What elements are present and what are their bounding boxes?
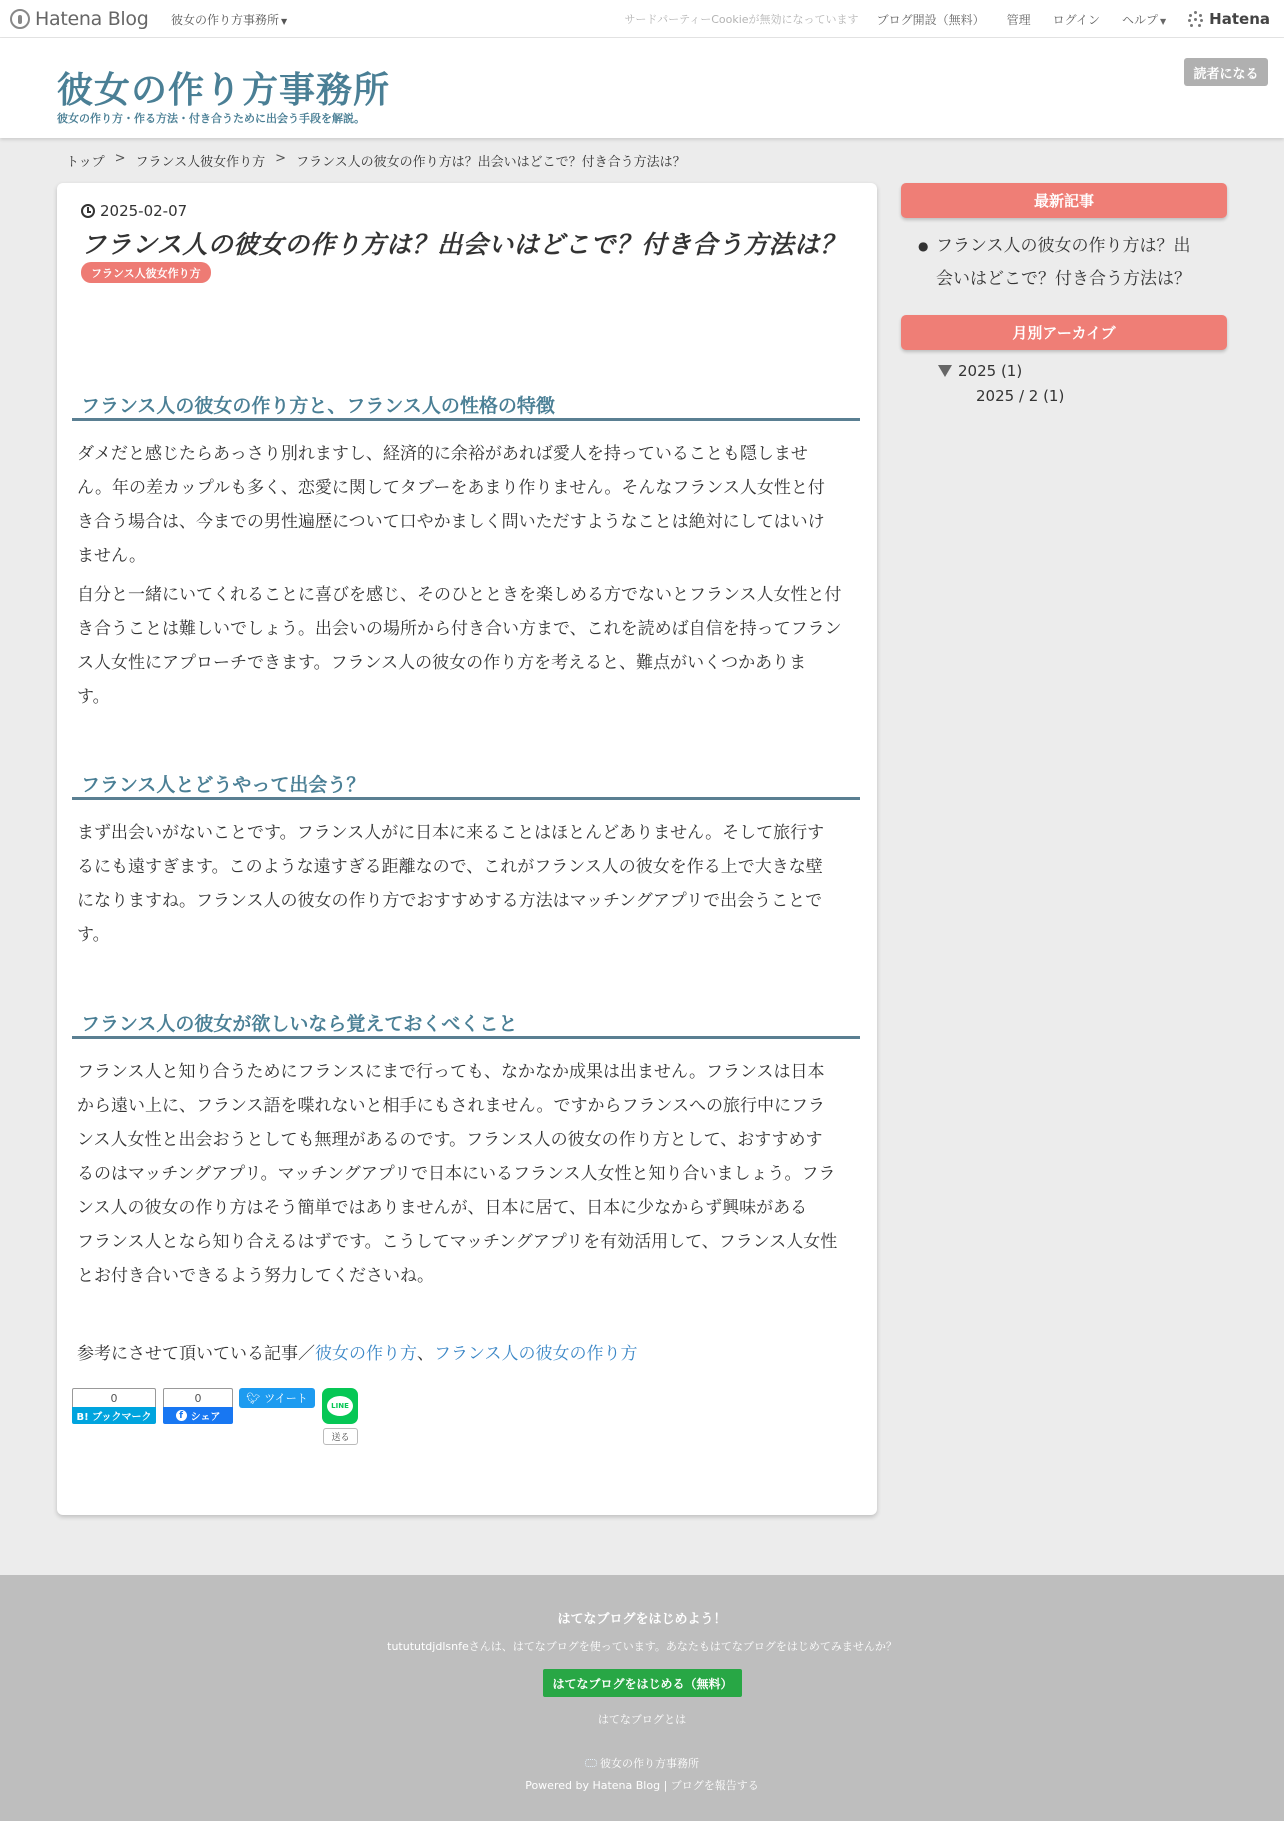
powered-by-link[interactable]: Powered by Hatena Blog — [525, 1779, 661, 1792]
sidebar-recent-item[interactable]: ● フランス人の彼女の作り方は？出 会いはどこで？付き合う方法は？ — [918, 230, 1213, 296]
report-blog-link[interactable]: ブログを報告する — [670, 1779, 759, 1792]
facebook-count: 0 — [163, 1388, 233, 1407]
category-badge[interactable]: フランス人彼女作り方 — [81, 262, 211, 283]
sidebar-archive-heading: 月別アーカイブ — [901, 315, 1227, 350]
cookie-notice[interactable]: サードパーティーCookieが無効になっています — [624, 13, 859, 26]
caret-down-icon: ▼ — [281, 17, 288, 26]
start-blog-button[interactable]: はてなブログをはじめる（無料） — [543, 1669, 742, 1697]
hatena-blog-logo[interactable]: Hatena Blog — [10, 8, 149, 30]
entry-title[interactable]: フランス人の彼女の作り方は？出会いはどこで？付き合う方法は？ — [81, 230, 846, 259]
about-hatena-blog-link[interactable]: はてなブログとは — [597, 1713, 687, 1726]
reference-link[interactable]: 彼女の作り方 — [315, 1344, 417, 1364]
tweet-button[interactable]: 🐦︎ ツイート — [239, 1388, 315, 1408]
archive-year-toggle[interactable]: 2025 (1) — [938, 362, 1022, 380]
footer-blog-link[interactable]: 彼女の作り方事務所 — [0, 1755, 1284, 1771]
admin-link[interactable]: 管理 — [1006, 12, 1031, 27]
hatena-dots-icon — [1188, 11, 1204, 27]
paragraph: ダメだと感じたらあっさり別れますし、経済的に余裕があれば愛人を持っていることも隠しませ ん。年の差カップルも多く、恋愛に関してタブーをあまり作りません。そんなフランス人女性と付 き合う場合は、今までの男性遍歴について口やかましく問いただすようなことは絶対にしてはいけ ません。 — [77, 444, 825, 566]
paragraph: 自分と一緒にいてくれることに喜びを感じ、そのひとときを楽しめる方でないとフランス人女性と付 き合うことは難しいでしょう。出会いの場所から付き合い方まで、これを読めば自信を持ってフラン ス人女性にアプローチできます。フランス人の彼女の作り方を考えると、難点がいくつかありま す。 — [77, 585, 842, 707]
hatena-bookmark-button[interactable] — [72, 1388, 156, 1424]
hatena-blog-logo-icon — [10, 9, 30, 29]
bookmark-count: 0 — [72, 1388, 156, 1407]
caret-down-icon: ▼ — [1160, 16, 1167, 26]
twitter-bird-icon: 🐦︎ — [246, 1391, 261, 1405]
subscribe-button[interactable]: 読者になる — [1184, 58, 1268, 86]
line-icon: LINE — [327, 1396, 353, 1416]
powered-by: Powered by Hatena Blog | ブログを報告する — [525, 1779, 759, 1792]
blog-favicon-icon — [585, 1757, 597, 1769]
open-blog-link[interactable]: ブログ開設（無料） — [876, 12, 985, 27]
triangle-down-icon — [938, 365, 952, 377]
bullet-icon: ● — [918, 239, 929, 253]
breadcrumb-separator: > — [114, 151, 126, 166]
breadcrumb-separator: > — [275, 151, 287, 166]
paragraph: フランス人と知り合うためにフランスにまで行っても、なかなか成果は出ません。フランスは日本 から遠い上に、フランス語を喋れないと相手にもされません。ですからフランスへの旅行中にフラ ンス人女性と出会おうとしても無理があるのです。フランス人の彼女の作り方として、おすすめす るのはマッチングアプリ。マッチングアプリで日本にいるフランス人女性と知り合いましょう。フラ ンス人の彼女の作り方はそう簡単ではありませんが、日本に居て、日本に少なからず興味がある フランス人となら知り合えるはずです。こうしてマッチングアプリを有効活用して、フランス人女性 とお付き合いできるよう努力してくださいね。 — [77, 1062, 838, 1286]
breadcrumb-current: フランス人の彼女の作り方は？出会いはどこで？付き合う方法は？ — [296, 155, 686, 170]
blog-menu-dropdown[interactable]: 彼女の作り方事務所 ▼ — [171, 13, 288, 27]
footer-text: tutututdjdlsnfeさんは、はてなブログを使っています。あなたもはてなブログをはじめてみませんか？ — [387, 1640, 897, 1653]
facebook-icon: f — [176, 1410, 187, 1421]
blog-title[interactable]: 彼女の作り方事務所 — [57, 70, 391, 111]
archive-month-link[interactable]: 2025 / 2 (1) — [976, 387, 1065, 405]
line-send-label[interactable]: 送る — [323, 1428, 358, 1445]
line-share-button[interactable] — [322, 1388, 358, 1424]
sidebar-recent-heading: 最新記事 — [901, 183, 1227, 218]
login-link[interactable]: ログイン — [1052, 12, 1100, 27]
reference-line: 参考にさせて頂いている記事／彼女の作り方、フランス人の彼女の作り方 — [77, 1344, 638, 1364]
breadcrumb-top[interactable]: トップ — [66, 155, 105, 170]
breadcrumb — [66, 151, 686, 170]
footer — [0, 1575, 1284, 1821]
hatena-logo[interactable]: Hatena — [1188, 10, 1270, 28]
paragraph: まず出会いがないことです。フランス人がに日本に来ることはほとんどありません。そして旅行す るにも遠すぎます。このような遠すぎる距離なので、これがフランス人の彼女を作る上で大きな壁 になりますね。フランス人の彼女の作り方でおすすめする方法はマッチングアプリで出会うことで す。 — [77, 823, 825, 945]
reference-link[interactable]: フランス人の彼女の作り方 — [434, 1344, 638, 1364]
bookmark-label: B! ブックマーク — [72, 1407, 156, 1424]
entry-date[interactable]: 2025-02-07 — [81, 202, 187, 220]
article-card — [57, 183, 877, 1515]
section-heading: フランス人の彼女が欲しいなら覚えておくべくこと — [72, 1009, 860, 1039]
blog-description: 彼女の作り方・作る方法・付き合うために出会う手段を解説。 — [57, 112, 365, 125]
clock-icon — [81, 204, 95, 218]
section-heading: フランス人とどうやって出会う？ — [72, 770, 860, 800]
section-heading: フランス人の彼女の作り方と、フランス人の性格の特徴 — [72, 391, 860, 421]
global-header — [0, 0, 1284, 38]
breadcrumb-category[interactable]: フランス人彼女作り方 — [135, 155, 266, 170]
blog-header — [0, 38, 1284, 138]
facebook-share-button[interactable]: 0 f シェア — [163, 1388, 233, 1424]
footer-title: はてなブログをはじめよう！ — [557, 1612, 727, 1627]
help-menu[interactable]: ヘルプ ▼ — [1122, 12, 1167, 27]
